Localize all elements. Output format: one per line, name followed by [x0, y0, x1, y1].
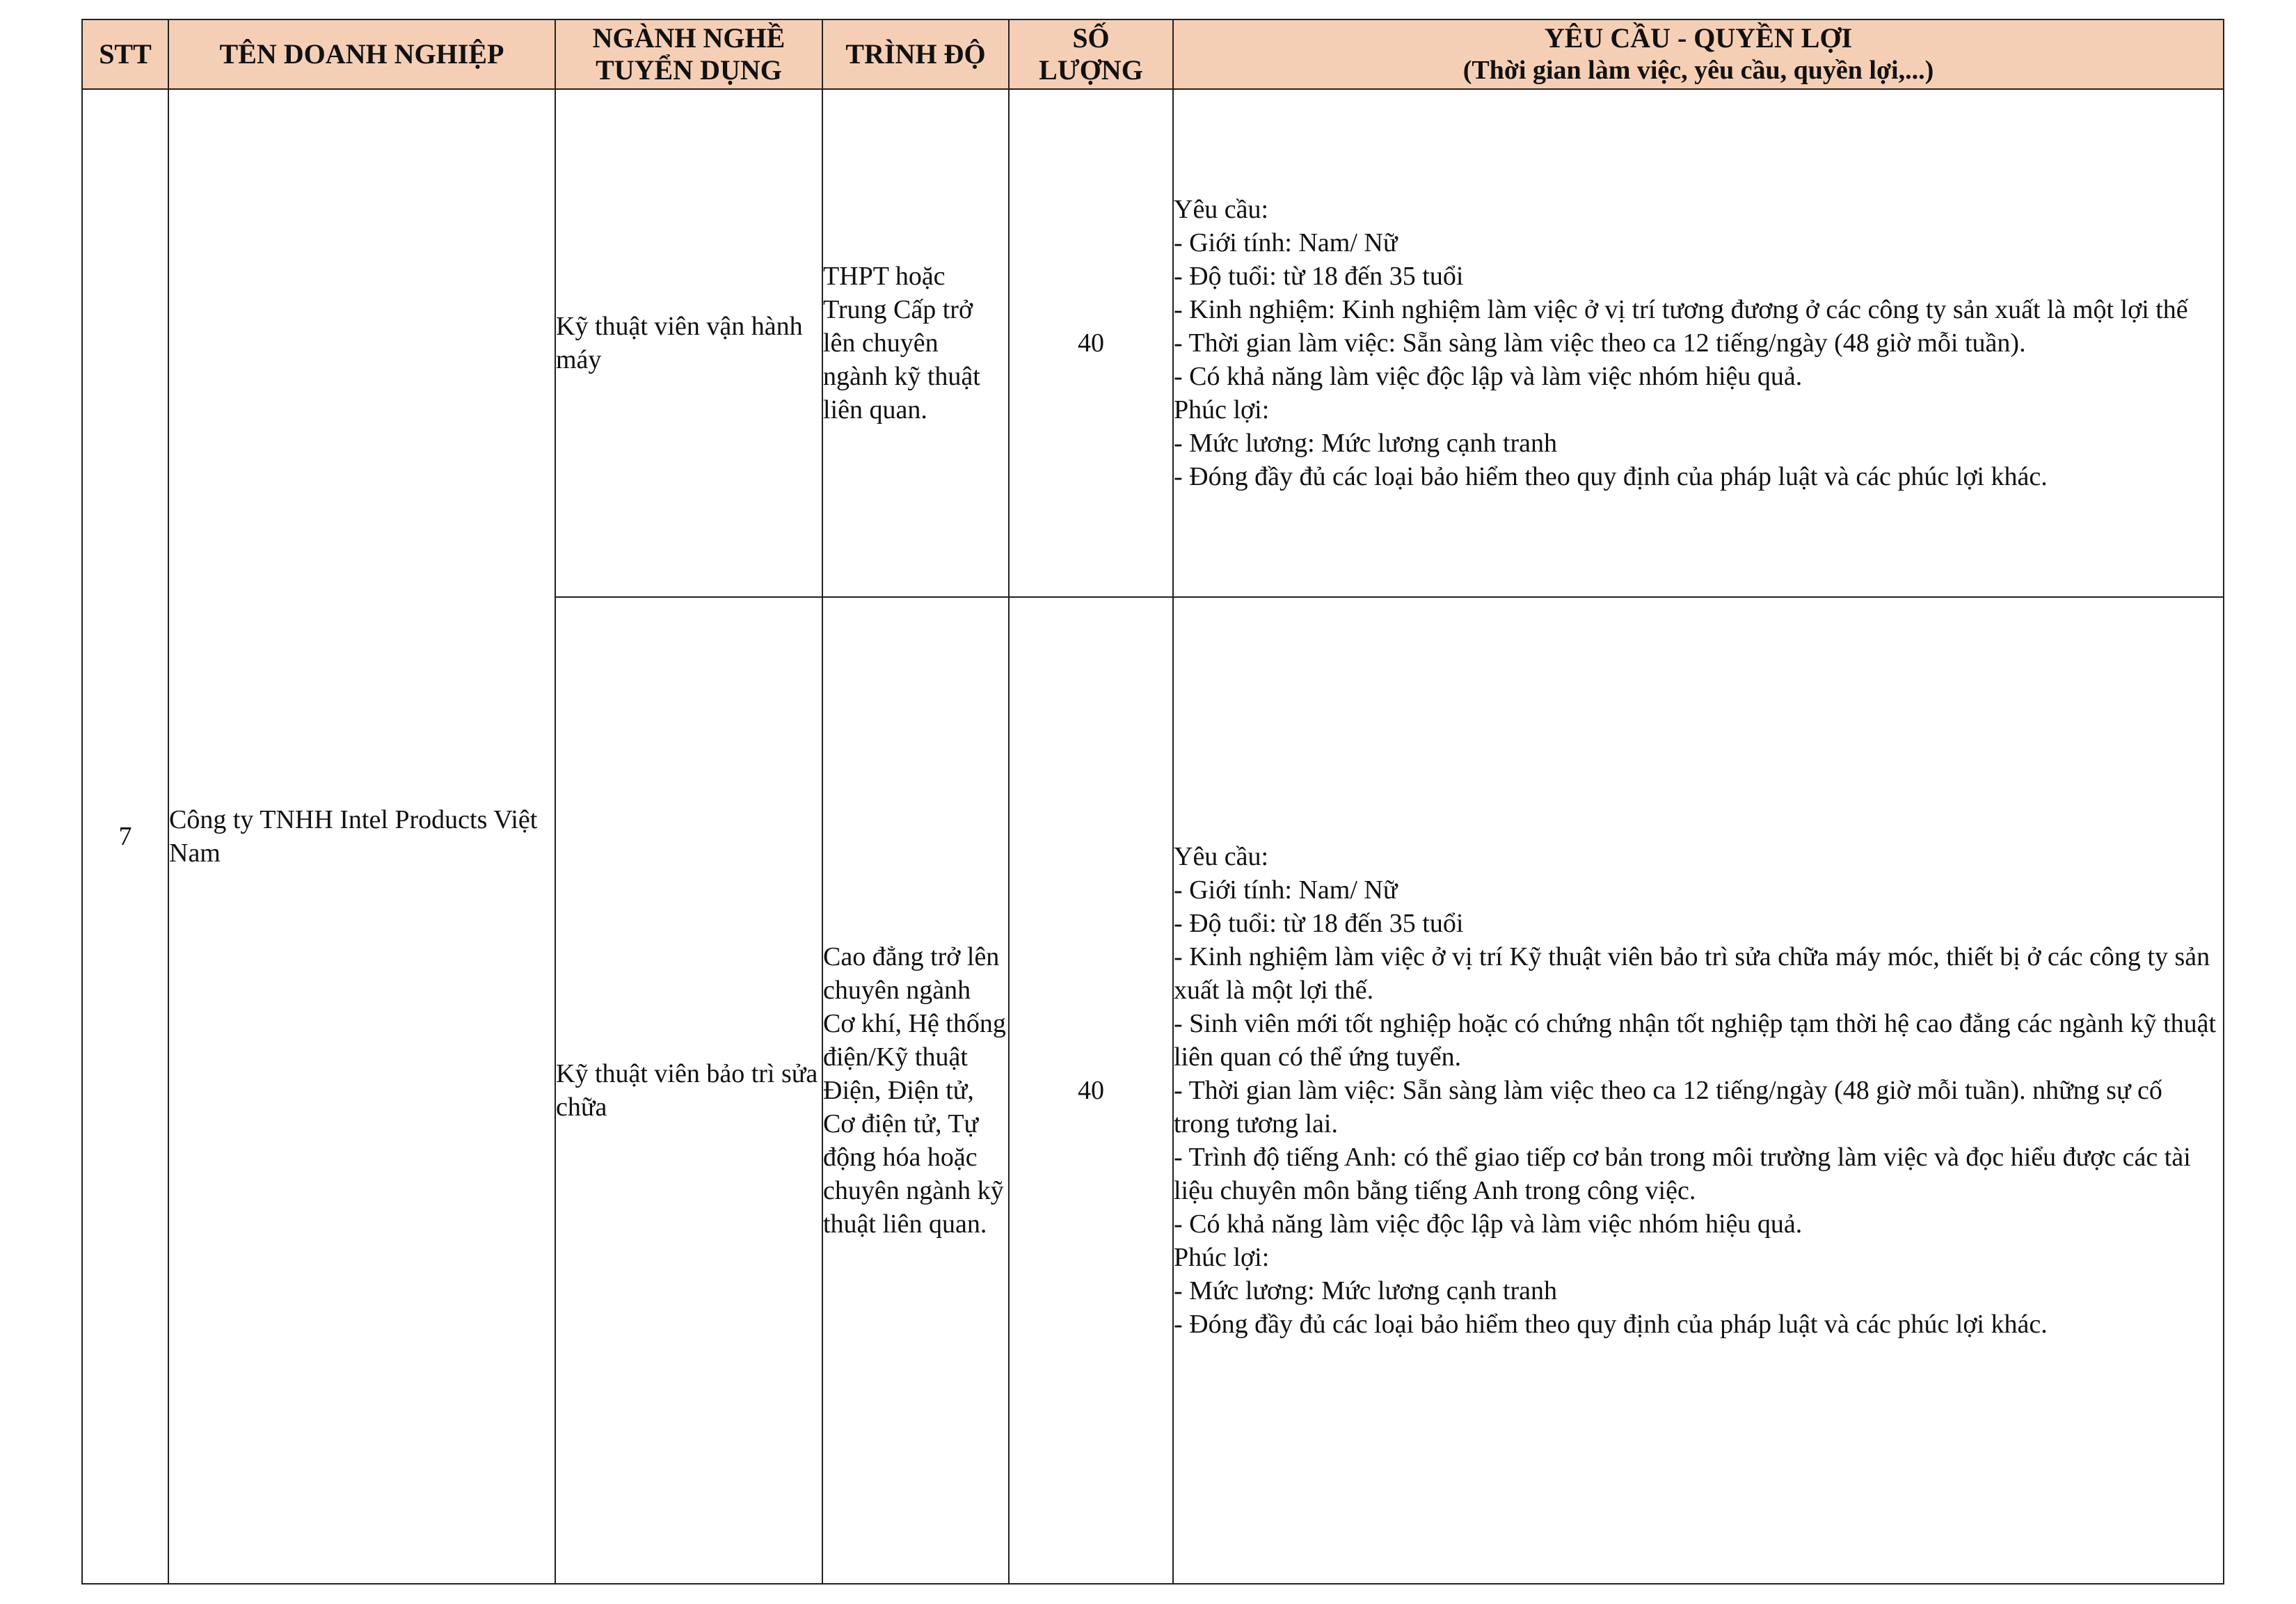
- requirement-line: - Kinh nghiệm: Kinh nghiệm làm việc ở vị trí tương đương ở các công ty sản xuất là một lợi thế: [1174, 295, 2188, 324]
- recruitment-table: [81, 19, 2224, 1585]
- requirement-line: - Đóng đầy đủ các loại bảo hiểm theo quy định của pháp luật và các phúc lợi khác.: [1174, 1310, 2048, 1339]
- position-cell: Kỹ thuật viên bảo trì sửa chữa: [555, 597, 822, 1584]
- requirement-line: Phúc lợi:: [1174, 1243, 1270, 1272]
- requirement-line: - Giới tính: Nam/ Nữ: [1174, 228, 1398, 257]
- requirement-line: Yêu cầu:: [1174, 195, 1269, 224]
- requirement-line: - Có khả năng làm việc độc lập và làm việc nhóm hiệu quả.: [1174, 362, 1803, 391]
- header-requirements: [1173, 19, 2224, 89]
- header-quantity-line1: SỐ: [1072, 22, 1110, 54]
- header-quantity-line2: LƯỢNG: [1039, 54, 1143, 86]
- requirement-line: - Giới tính: Nam/ Nữ: [1174, 875, 1398, 905]
- table-row: [82, 89, 2224, 597]
- header-requirements-line2: (Thời gian làm việc, yêu cầu, quyền lợi,...): [1462, 56, 1934, 85]
- header-company: TÊN DOANH NGHIỆP: [168, 19, 555, 89]
- requirement-line: Yêu cầu:: [1174, 842, 1269, 871]
- requirement-line: - Kinh nghiệm làm việc ở vị trí Kỹ thuật viên bảo trì sửa chữa máy móc, thiết bị ở các công ty sản xuất là một lợi thế.: [1174, 942, 2217, 1005]
- quantity-cell: 40: [1009, 89, 1173, 597]
- header-quantity: [1009, 19, 1173, 89]
- header-position-line1: NGÀNH NGHỀ: [592, 22, 786, 54]
- stt-cell: 7: [82, 89, 168, 1584]
- requirement-line: - Mức lương: Mức lương cạnh tranh: [1174, 1276, 1558, 1305]
- quantity-cell: 40: [1009, 597, 1173, 1584]
- requirement-line: - Độ tuổi: từ 18 đến 35 tuổi: [1174, 909, 1464, 938]
- requirement-line: - Đóng đầy đủ các loại bảo hiểm theo quy định của pháp luật và các phúc lợi khác.: [1174, 462, 2048, 491]
- requirement-line: - Mức lương: Mức lương cạnh tranh: [1174, 429, 1558, 458]
- requirements-cell: [1173, 89, 2224, 597]
- level-cell: Cao đẳng trở lên chuyên ngành Cơ khí, Hệ thống điện/Kỹ thuật Điện, Điện tử, Cơ điện tử, Tự động hóa hoặc chuyên ngành kỹ thuật liên quan.: [822, 597, 1009, 1584]
- header-position-line2: TUYỂN DỤNG: [596, 54, 782, 86]
- level-cell: THPT hoặc Trung Cấp trở lên chuyên ngành kỹ thuật liên quan.: [822, 89, 1009, 597]
- requirement-line: - Sinh viên mới tốt nghiệp hoặc có chứng nhận tốt nghiệp tạm thời hệ cao đẳng các ngành kỹ thuật liên quan có thể ứng tuyển.: [1174, 1009, 2223, 1072]
- requirement-line: - Thời gian làm việc: Sẵn sàng làm việc theo ca 12 tiếng/ngày (48 giờ mỗi tuần). những sự cố trong tương lai.: [1174, 1076, 2169, 1138]
- header-level: TRÌNH ĐỘ: [822, 19, 1009, 89]
- requirement-line: - Trình độ tiếng Anh: có thể giao tiếp cơ bản trong môi trường làm việc và đọc hiểu được các tài liệu chuyên môn bằng tiếng Anh trong công việc.: [1174, 1143, 2198, 1205]
- requirement-line: - Có khả năng làm việc độc lập và làm việc nhóm hiệu quả.: [1174, 1209, 1803, 1239]
- requirement-line: - Độ tuổi: từ 18 đến 35 tuổi: [1174, 262, 1464, 291]
- header-requirements-line1: YÊU CẦU - QUYỀN LỢI: [1544, 22, 1853, 54]
- requirement-line: - Thời gian làm việc: Sẵn sàng làm việc theo ca 12 tiếng/ngày (48 giờ mỗi tuần).: [1174, 328, 2026, 358]
- position-cell: Kỹ thuật viên vận hành máy: [555, 89, 822, 597]
- header-stt: STT: [82, 19, 168, 89]
- requirement-line: Phúc lợi:: [1174, 395, 1270, 424]
- header-position: [555, 19, 822, 89]
- company-cell: Công ty TNHH Intel Products Việt Nam: [168, 89, 555, 1584]
- requirements-cell: [1173, 597, 2224, 1584]
- header-row: [82, 19, 2224, 89]
